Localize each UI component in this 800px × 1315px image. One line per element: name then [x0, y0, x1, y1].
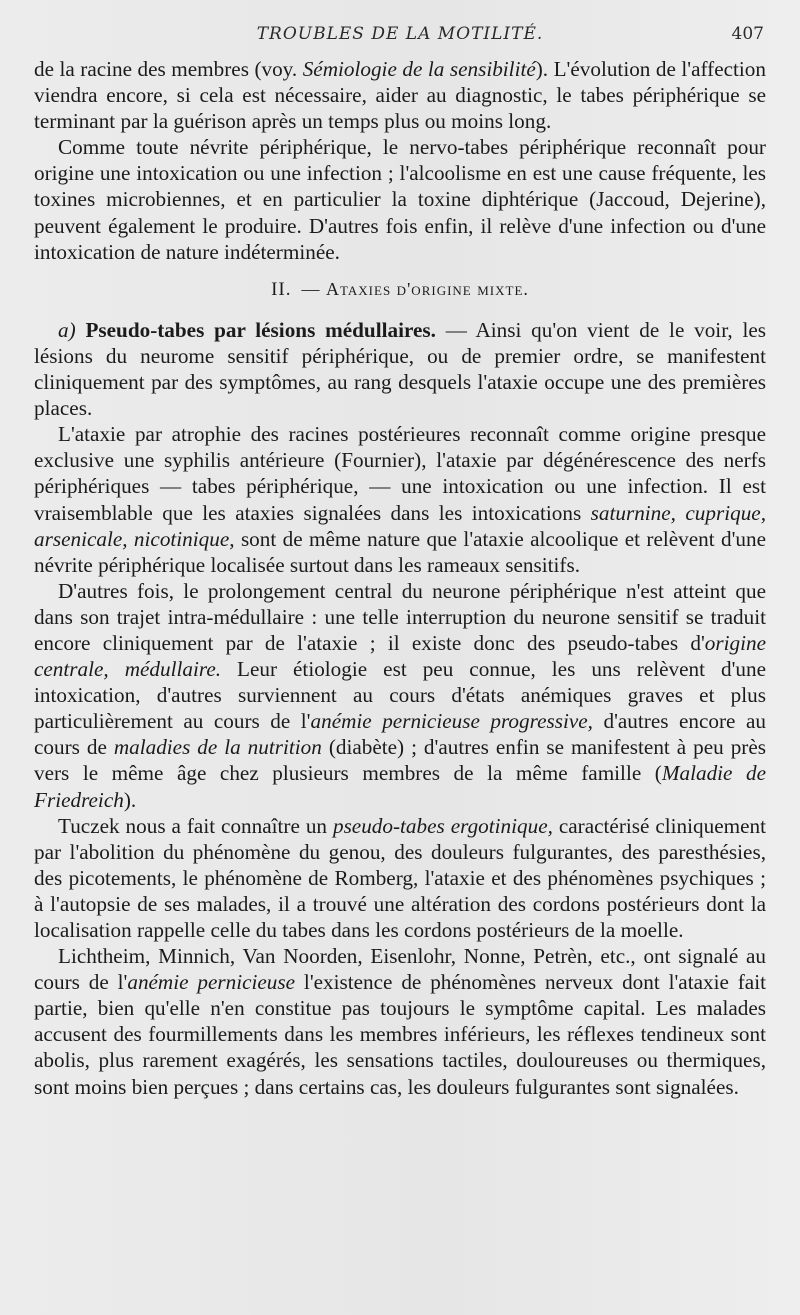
section-title: Ataxies d'origine mixte. [326, 278, 529, 299]
subsection-label: a) [58, 317, 76, 342]
italic-run: origine centrale, médullaire. [34, 630, 766, 682]
italic-run: anémie pernicieuse progressive, [310, 709, 593, 734]
text-run: d'autres encore au cours de [34, 709, 766, 760]
section-heading [34, 276, 766, 303]
page-header [34, 24, 766, 56]
paragraph-continuation [34, 56, 766, 134]
italic-run: maladies de la nutrition [113, 735, 322, 760]
page-number: 407 [731, 24, 764, 44]
running-title: TROUBLES DE LA MOTILITÉ. [256, 24, 544, 44]
text-run: D'autres fois, le prolongement central du neurone périphérique n'est atteint que dans son trajet intra-médullaire : une telle interruption du neurone sensitif se traduit encore cliniquement par de l'ataxie ; il existe donc des pseudo-tabes d' [34, 578, 766, 655]
text-run: l'existence de phénomènes nerveux dont l'ataxie fait partie, bien qu'elle n'en constitue pas toujours le symptôme capital. Les malades accusent des fourmillements dans les membres inférieurs, les réflexes tendineux sont abolis, plus rarement exagérés, les sensations tactiles, douloureuses ou thermiques, sont moins bien perçues ; dans certains cas, les douleurs fulgurantes sont signalées. [34, 970, 766, 1099]
italic-run: saturnine, cuprique, arsenicale, nicotinique, [34, 500, 767, 551]
text-run: ). L'évolution de l'affection viendra encore, si cela est nécessaire, aider au diagnostic, le tabes périphérique se terminant par la guérison après un temps plus ou moins long. [34, 57, 766, 134]
paragraph [34, 578, 766, 813]
section-number: II. [271, 278, 292, 300]
subsection-title: Pseudo-tabes par lésions médullaires. [85, 317, 436, 342]
paragraph [34, 813, 766, 943]
text-run: Leur étiologie est peu connue, les uns relèvent d'une intoxication, d'autres surviennent au cours d'états anémiques graves et plus particulièrement au cours de l' [34, 657, 766, 734]
paragraph [34, 943, 766, 1100]
paragraph [34, 134, 766, 264]
body-text [34, 56, 766, 1100]
italic-run: Sémiologie de la sensibilité [302, 57, 536, 81]
text-run: (diabète) ; d'autres enfin se manifestent à peu près vers le même âge chez plusieurs membres de la même famille ( [34, 735, 766, 786]
italic-run: pseudo-tabes ergotinique, [332, 813, 553, 838]
heading-dash: — [301, 278, 321, 299]
italic-run: Maladie de Friedreich [34, 761, 766, 812]
text-run: Lichtheim, Minnich, Van Noorden, Eisenlohr, Nonne, Petrèn, etc., ont signalé au cours de l' [34, 944, 766, 995]
text-run: Comme toute névrite périphérique, le nervo-tabes périphérique reconnaît pour origine une intoxication ou une infection ; l'alcoolisme en est une cause fréquente, les toxines microbiennes, et en particulier la toxine diphtérique (Jaccoud, Dejerine), peuvent également le produire. D'autres fois enfin, il relève d'une infection ou d'une intoxication de nature indéterminée. [34, 135, 766, 264]
text-run: L'ataxie par atrophie des racines postérieures reconnaît comme origine presque exclusive une syphilis antérieure (Fournier), l'ataxie par dégénérescence des nerfs périphériques — tabes périphérique, — une intoxication ou une infection. Il est vraisemblable que les ataxies signalées dans les intoxications [34, 422, 766, 525]
text-run: caractérisé cliniquement par l'abolition du phénomène du genou, des douleurs fulgurantes, des paresthésies, des picotements, le phénomène de Romberg, l'ataxie et des phénomènes psychiques ; à l'autopsie de ses malades, il a trouvé une altération des cordons postérieurs dont la localisation rappelle celle du tabes dans les cordons postérieurs de la moelle. [34, 813, 766, 942]
italic-run: anémie pernicieuse [127, 970, 296, 995]
text-run: — Ainsi qu'on vient de le voir, les lésions du neurome sensitif périphérique, ou de premier ordre, se manifestent cliniquement par des symptômes, au rang desquels l'ataxie occupe une des premières places. [34, 317, 767, 421]
text-run: de la racine des membres (voy. [34, 57, 303, 81]
text-run: Tuczek nous a fait connaître un [58, 813, 333, 838]
text-run: ). [123, 787, 137, 812]
text-run: sont de même nature que l'ataxie alcoolique et relèvent d'une névrite périphérique localisée surtout dans les rameaux sensitifs. [34, 526, 766, 577]
paragraph [34, 421, 766, 578]
paragraph [34, 317, 766, 421]
